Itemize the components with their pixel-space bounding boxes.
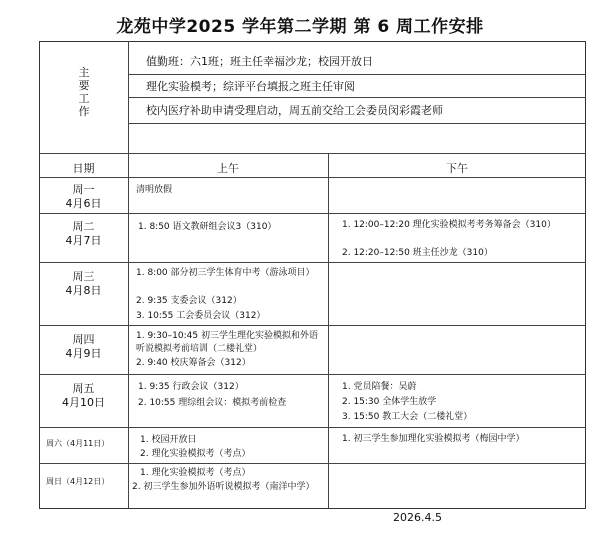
day-mon: 周一 4月6日 [65, 183, 102, 210]
day-thu: 周四 4月9日 [65, 333, 102, 360]
sun-morning-1: 1. 理化实验模拟考（考点） [140, 468, 251, 478]
thu-morning-1: 1. 9:30–10:45 初三学生理化实验模拟和外语听说模拟考前培训（二楼礼堂） [136, 331, 318, 354]
day-wed: 周三 4月8日 [65, 270, 102, 297]
sun-morning-2: 2. 初三学生参加外语听说模拟考（南洋中学） [132, 482, 315, 492]
tue-afternoon-1: 1. 12:00–12:20 理化实验模拟考考务筹备会（310） [342, 220, 556, 230]
footer-date: 2026.4.5 [393, 511, 442, 524]
sat-afternoon-1: 1. 初三学生参加理化实验模拟考（梅园中学） [342, 434, 525, 444]
wed-morning-3: 3. 10:55 工会委员会议（312） [136, 311, 266, 321]
day-tue: 周二 4月7日 [65, 220, 102, 247]
header-afternoon: 下午 [446, 162, 468, 175]
fri-afternoon-2: 2. 15:30 全体学生放学 [342, 397, 437, 407]
day-sun: 周日（4月12日） [46, 477, 110, 486]
tue-morning-1: 1. 8:50 语文教研组会议3（310） [138, 222, 277, 232]
thu-morning-2: 2. 9:40 校庆筹备会（312） [136, 358, 251, 368]
main-work-item-2: 理化实验模考；综评平台填报之班主任审阅 [146, 80, 355, 93]
header-morning: 上午 [217, 162, 239, 175]
fri-afternoon-1: 1. 党员陪餐：吴蔚 [342, 382, 417, 392]
wed-morning-1: 1. 8:00 部分初三学生体育中考（游泳项目） [136, 268, 315, 278]
wed-morning-2: 2. 9:35 支委会议（312） [136, 296, 242, 306]
main-work-label: 主 要 工 作 [78, 66, 90, 118]
day-fri: 周五 4月10日 [62, 382, 105, 409]
mon-morning-1: 清明放假 [136, 185, 173, 195]
fri-morning-1: 1. 9:35 行政会议（312） [138, 382, 244, 392]
fri-afternoon-3: 3. 15:50 教工大会（二楼礼堂） [342, 412, 473, 422]
sat-morning-1: 1. 校园开放日 [140, 435, 197, 445]
main-work-item-3: 校内医疗补助申请受理启动，周五前交给工会委员闵彩霞老师 [146, 104, 443, 117]
fri-morning-2: 2. 10:55 理综组会议：模拟考前检查 [138, 398, 287, 408]
page-title: 龙苑中学2025 学年第二学期 第 6 周工作安排 [116, 17, 484, 37]
main-work-item-1: 值勤班：六1班；班主任幸福沙龙；校园开放日 [146, 55, 373, 68]
sat-morning-2: 2. 理化实验模拟考（考点） [140, 449, 251, 459]
header-date: 日期 [72, 162, 95, 175]
day-sat: 周六（4月11日） [46, 439, 110, 448]
tue-afternoon-2: 2. 12:20–12:50 班主任沙龙（310） [342, 248, 493, 258]
